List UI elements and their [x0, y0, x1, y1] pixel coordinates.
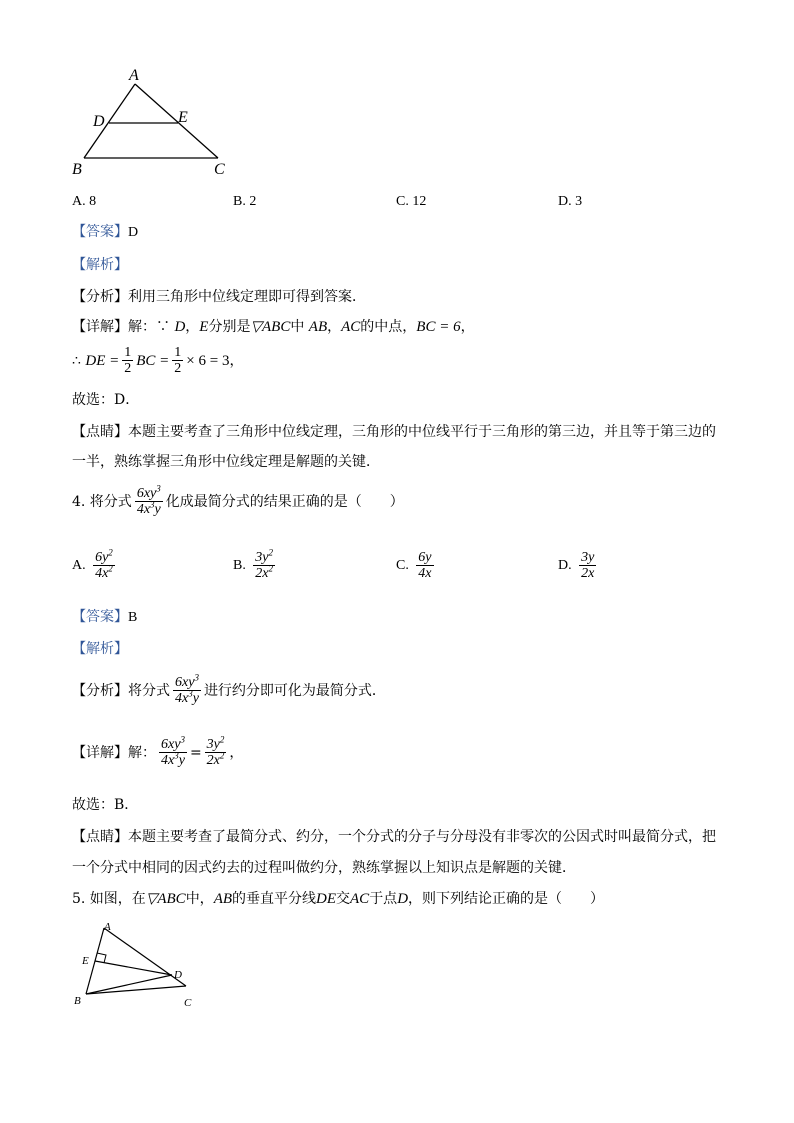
q4-comment-line-2: 一个分式中相同的因式约去的过程叫做约分，熟练掌握以上知识点是解题的关键． — [72, 860, 576, 876]
q3-option-b: B. 2 — [233, 194, 257, 209]
q4-choice: 故选：B． — [72, 797, 139, 813]
q3-option-d: D. 3 — [558, 194, 583, 209]
fraction-one-half: $\frac{1}{2}$ — [124, 345, 132, 376]
q4-stem: 4. 将分式 $\frac{6xy^3}{4x^3y}$ 化成最简分式的结果正确的是（ ） — [72, 483, 404, 517]
q3-option-c: C. 12 — [396, 194, 427, 209]
perpendicular-bisector-figure — [66, 918, 206, 1013]
q3-comment-line-1: 【点睛】本题主要考查了三角形中位线定理，三角形的中位线平行于三角形的第三边，并且等于第三边的 — [72, 424, 716, 440]
fig2-label-C: C — [184, 997, 192, 1009]
q4-answer-line: 【答案】B — [72, 609, 138, 625]
fig1-label-B: B — [72, 161, 82, 178]
fraction-one-half-2: $\frac{1}{2}$ — [174, 345, 182, 376]
fig2-label-B: B — [74, 995, 81, 1007]
q4-comment-line-1: 【点睛】本题主要考查了最简分式、约分，一个分式的分子与分母没有非零次的公因式时叫最简分式，把 — [72, 829, 716, 845]
fenxi-tag: 【分析】 — [72, 289, 128, 305]
q3-choice: 故选：D． — [72, 392, 140, 408]
q3-analysis-tag: 【解析】 — [72, 257, 128, 273]
q3-comment-line-2: 一半，熟练掌握三角形中位线定理是解题的关键． — [72, 454, 380, 470]
fig1-label-E: E — [178, 109, 188, 126]
triangle-midline-figure — [66, 62, 246, 182]
q3-detail-line: 【详解】解：∵ D，E分别是▽ABC中 AB，AC的中点，BC = 6， — [72, 319, 475, 335]
q3-fenxi-line — [72, 288, 366, 306]
q3-calc-line: ∴ DE = $\frac{1}{2}$ BC = $\frac{1}{2}$ × 6 = 3 ， — [72, 345, 244, 376]
fig1-label-A: A — [129, 67, 139, 84]
q4-analysis-tag: 【解析】 — [72, 641, 128, 657]
fenxi-text: 利用三角形中位线定理即可得到答案． — [128, 289, 366, 305]
q4-option-d: D. $\frac{3y}{2x}$ — [558, 550, 595, 581]
fig1-label-C: C — [214, 161, 225, 178]
answer-value: D — [128, 225, 139, 240]
answer-tag: 【答案】 — [72, 224, 128, 240]
fig2-label-A: A — [104, 921, 111, 933]
q3-option-a: A. 8 — [72, 194, 97, 209]
q4-stem-fraction: $\frac{6xy^3}{4x^3y}$ — [136, 483, 161, 517]
q4-fenxi-line: 【分析】 将分式 $\frac{6xy^3}{4x^3y}$ 进行约分即可化为最简分式． — [72, 672, 386, 706]
q4-option-c: C. $\frac{6y}{4x}$ — [396, 550, 432, 581]
q4-option-a: A. $\frac{6y^2}{4x^2}$ — [72, 547, 113, 581]
q4-option-b: B. $\frac{3y^2}{2x^2}$ — [233, 547, 274, 581]
fig1-label-D: D — [93, 113, 105, 130]
fig2-label-D: D — [174, 969, 182, 981]
q3-answer-line — [72, 223, 138, 242]
q4-detail-line: 【详解】 解： $\frac{6xy^3}{4x^3y}$ = $\frac{3y^2}{2x^2}$ ， — [72, 734, 244, 768]
fig2-label-E: E — [82, 955, 89, 967]
q5-stem: 5. 如图，在▽ABC中，AB的垂直平分线DE交AC于点D，则下列结论正确的是（ ） — [72, 891, 605, 907]
